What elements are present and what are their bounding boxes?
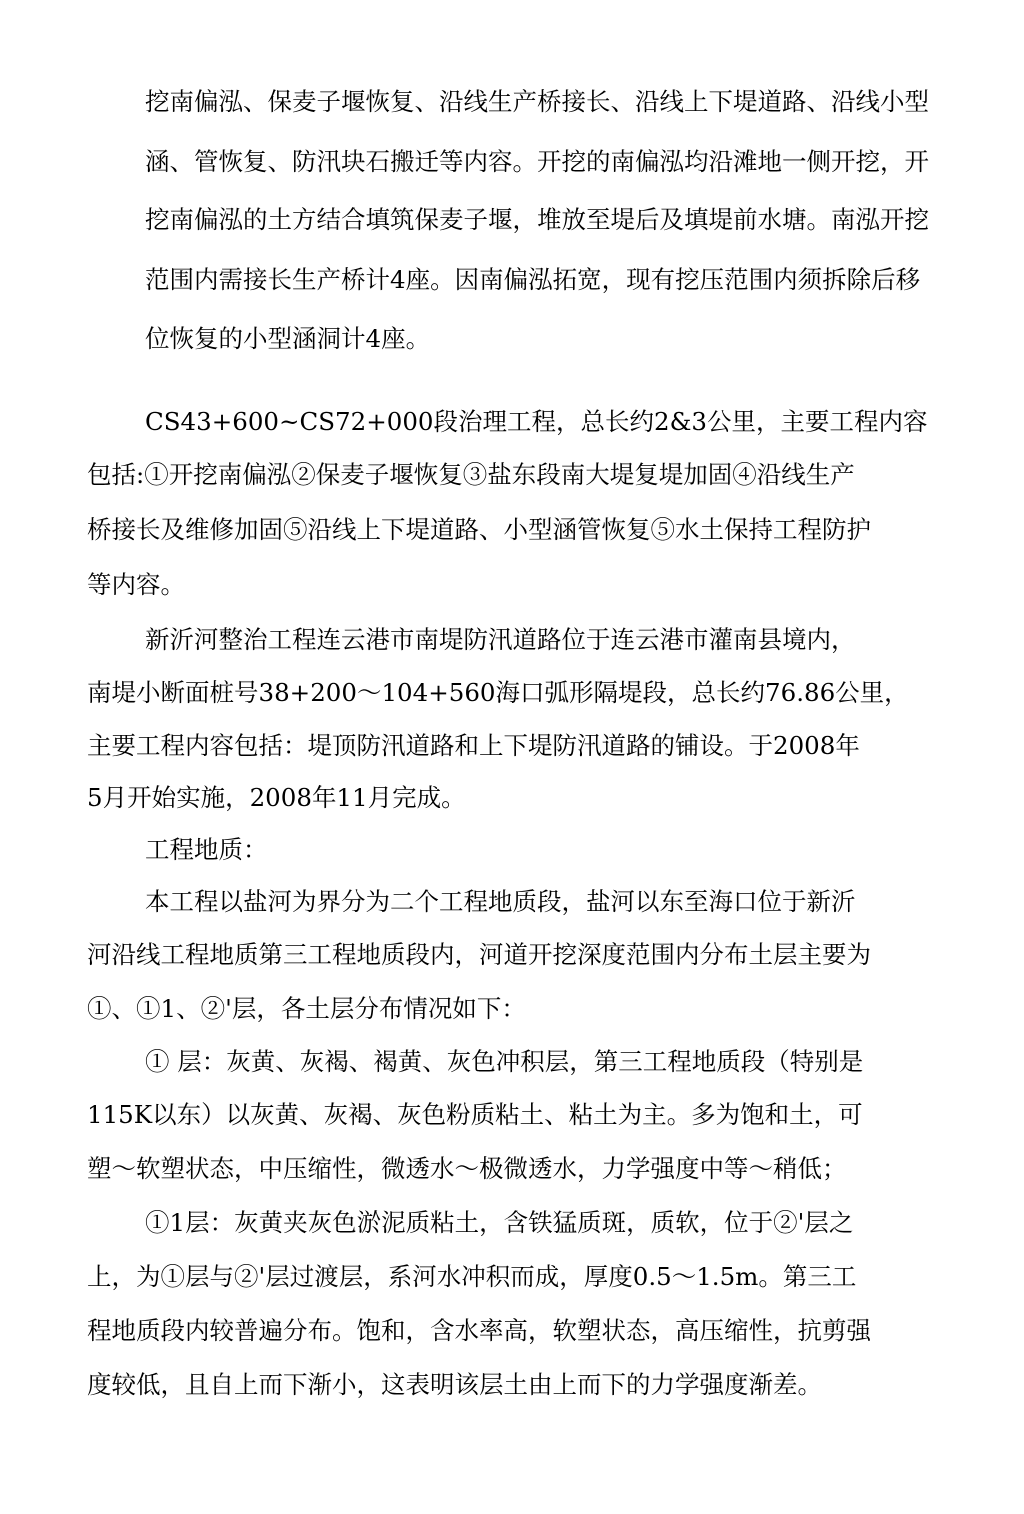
text-line-22: 上，为①层与②'层过渡层，系河水冲积而成，厚度0.5～1.5m。第三工 bbox=[87, 1262, 857, 1291]
text-line-17: ①、①1、②'层，各土层分布情况如下： bbox=[87, 994, 526, 1023]
text-line-19: 115K以东）以灰黄、灰褐、灰色粉质粘土、粘土为主。多为饱和土，可 bbox=[87, 1100, 863, 1129]
text-line-7: 包括:①开挖南偏泓②保麦子堰恢复③盐东段南大堤复堤加固④沿线生产 bbox=[87, 460, 855, 489]
text-line-24: 度较低，且自上而下渐小，这表明该层土由上而下的力学强度渐差。 bbox=[87, 1370, 822, 1399]
text-line-8: 桥接长及维修加固⑤沿线上下堤道路、小型涵管恢复⑤水土保持工程防护 bbox=[87, 515, 871, 544]
text-line-18: ① 层：灰黄、灰褐、褐黄、灰色冲积层，第三工程地质段（特别是 bbox=[145, 1047, 864, 1076]
text-line-5: 位恢复的小型涵洞计4座。 bbox=[145, 324, 431, 353]
section-heading: 工程地质： bbox=[145, 835, 268, 864]
text-line-16: 河沿线工程地质第三工程地质段内，河道开挖深度范围内分布土层主要为 bbox=[87, 940, 871, 969]
text-line-23: 程地质段内较普遍分布。饱和，含水率高，软塑状态，高压缩性，抗剪强 bbox=[87, 1316, 871, 1345]
text-line-1: 挖南偏泓、保麦子堰恢复、沿线生产桥接长、沿线上下堤道路、沿线小型 bbox=[145, 87, 929, 116]
text-line-21: ①1层：灰黄夹灰色淤泥质粘土，含铁猛质斑，质软，位于②'层之 bbox=[145, 1208, 854, 1237]
text-line-2: 涵、管恢复、防汛块石搬迁等内容。开挖的南偏泓均沿滩地一侧开挖，开 bbox=[145, 147, 929, 176]
text-line-4: 范围内需接长生产桥计4座。因南偏泓拓宽，现有挖压范围内须拆除后移 bbox=[145, 265, 921, 294]
text-line-3: 挖南偏泓的土方结合填筑保麦子堰，堆放至堤后及填堤前水塘。南泓开挖 bbox=[145, 205, 929, 234]
text-line-9: 等内容。 bbox=[87, 570, 185, 599]
text-line-15: 本工程以盐河为界分为二个工程地质段，盐河以东至海口位于新沂 bbox=[145, 887, 856, 916]
text-line-12: 主要工程内容包括：堤顶防汛道路和上下堤防汛道路的铺设。于2008年 bbox=[87, 731, 860, 760]
text-line-11: 南堤小断面桩号38+200～104+560海口弧形隔堤段，总长约76.86公里， bbox=[87, 678, 909, 707]
text-line-10: 新沂河整治工程连云港市南堤防汛道路位于连云港市灌南县境内， bbox=[145, 625, 856, 654]
text-line-13: 5月开始实施，2008年11月完成。 bbox=[87, 783, 466, 812]
text-line-20: 塑～软塑状态，中压缩性，微透水～极微透水，力学强度中等～稍低； bbox=[87, 1154, 847, 1183]
text-line-6: CS43+600~CS72+000段治理工程，总长约2&3公里，主要工程内容 bbox=[145, 407, 928, 436]
